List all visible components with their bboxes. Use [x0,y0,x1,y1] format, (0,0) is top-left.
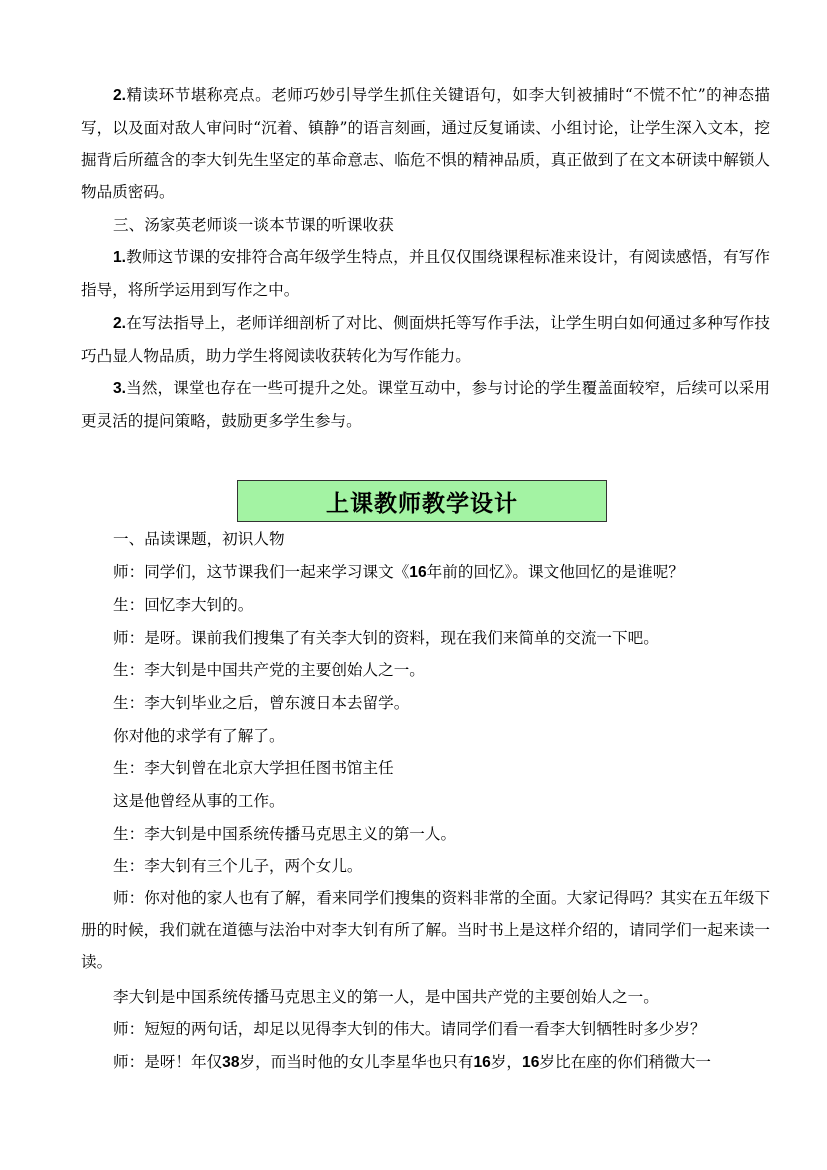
point-2 [81,307,770,372]
dialogue-line: 师：是呀。课前我们搜集了有关李大钊的资料，现在我们来简单的交流一下吧。 [113,629,659,647]
quote-line: 李大钊是中国系统传播马克思主义的第一人，是中国共产党的主要创始人之一。 [113,988,659,1006]
dialogue-line: 生：回忆李大钊的。 [113,596,254,614]
dialogue-line: 生：李大钊是中国共产党的主要创始人之一。 [113,661,425,679]
number: 16 [409,564,427,581]
point-3 [81,372,770,437]
paragraph-precise-reading [81,79,770,208]
dialogue-paragraph: 师：你对他的家人也有了解，看来同学们搜集的资料非常的全面。大家记得吗？其实在五年级下册的时候，我们就在道德与法治中对李大钊有所了解。当时书上是这样介绍的，请同学们一起来读一读。 [81,889,770,971]
dialogue-line: 生：李大钊有三个儿子，两个女儿。 [113,857,363,875]
number: 16 [473,1054,491,1071]
dialogue-line: 生：李大钊毕业之后，曾东渡日本去留学。 [113,694,410,712]
point-1 [81,241,770,306]
dialogue-line: 这是他曾经从事的工作。 [113,792,285,810]
design-heading-1: 一、品读课题，初识人物 [113,530,285,548]
section-heading-3: 三、汤家英老师谈一谈本节课的听课收获 [113,216,394,234]
design-title: 上课教师教学设计 [326,490,518,517]
number: 16 [522,1054,540,1071]
item-number: 2. [113,315,127,332]
number: 38 [222,1054,240,1071]
item-number: 2. [113,87,127,104]
item-number: 3. [113,380,127,397]
item-text: 在写法指导上，老师详细剖析了对比、侧面烘托等写作手法，让学生明白如何通过多种写作技巧凸显人物品质，助力学生将阅读收获转化为写作能力。 [81,314,770,365]
dialogue-line: 你对他的求学有了解了。 [113,727,285,745]
dialogue-line: 师：短短的两句话，却足以见得李大钊的伟大。请同学们看一看李大钊牺牲时多少岁？ [113,1020,706,1038]
dialogue-line: 师：是呀！年仅38岁，而当时他的女儿李星华也只有16岁，16岁比在座的你们稍微大一 [113,1053,711,1071]
dialogue-line: 师：同学们，这节课我们一起来学习课文《16年前的回忆》。课文他回忆的是谁呢？ [113,563,684,581]
item-number: 1. [113,249,127,266]
design-title-box [237,480,607,522]
dialogue-line: 生：李大钊曾在北京大学担任图书馆主任 [113,759,394,777]
dialogue-line: 生：李大钊是中国系统传播马克思主义的第一人。 [113,825,457,843]
item-text: 精读环节堪称亮点。老师巧妙引导学生抓住关键语句，如李大钊被捕时“不慌不忙”的神态描写，以及面对敌人审问时“沉着、镇静”的语言刻画，通过反复诵读、小组讨论，让学生深入文本，挖掘背后所蕴含的李大钊先生坚定的革命意志、临危不惧的精神品质，真正做到了在文本研读中解锁人物品质密码。 [81,86,770,201]
item-text: 教师这节课的安排符合高年级学生特点，并且仅仅围绕课程标准来设计，有阅读感悟，有写作指导，将所学运用到写作之中。 [81,248,770,299]
item-text: 当然，课堂也存在一些可提升之处。课堂互动中，参与讨论的学生覆盖面较窄，后续可以采用更灵活的提问策略，鼓励更多学生参与。 [81,379,770,430]
